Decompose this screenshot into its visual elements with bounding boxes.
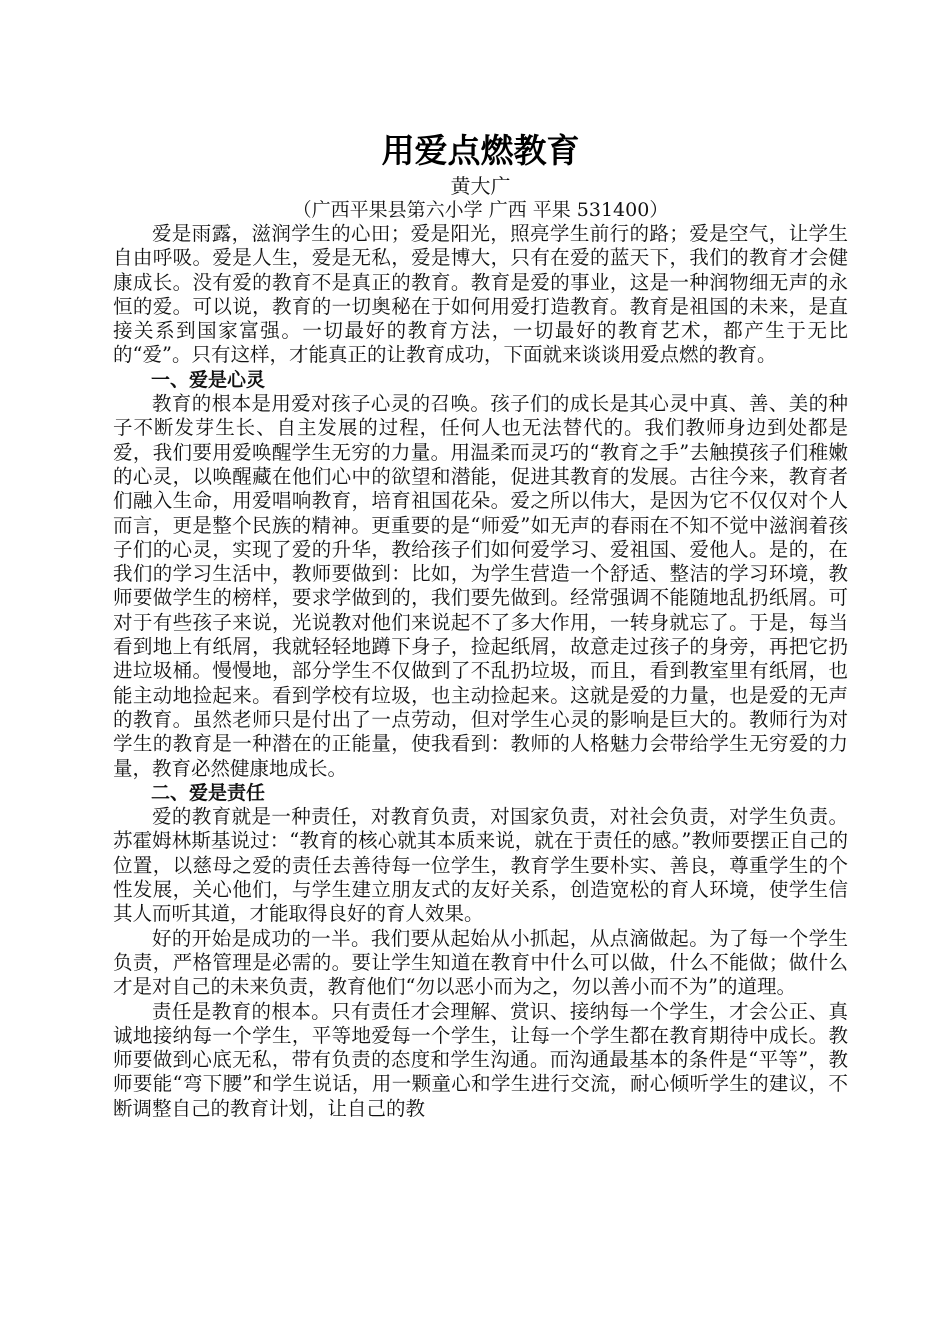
- intro-paragraph: 爱是雨露，滋润学生的心田；爱是阳光，照亮学生前行的路；爱是空气，让学生自由呼吸。爱是人生，爱是无私，爱是博大，只有在爱的蓝天下，我们的教育才会健康成长。没有爱的教育不是真正的教育。教育是爱的事业，这是一种润物细无声的永恒的爱。可以说，教育的一切奥秘在于如何用爱打造教育。教育是祖国的未来，是直接关系到国家富强。一切最好的教育方法，一切最好的教育艺术，都产生于无比的“爱”。只有这样，才能真正的让教育成功，下面就来谈谈用爱点燃的教育。: [113, 222, 848, 367]
- section2-paragraph-1: 爱的教育就是一种责任，对教育负责，对国家负责，对社会负责，对学生负责。苏霍姆林斯基说过：“教育的核心就其本质来说，就在于责任的感。”教师要摆正自己的位置，以慈母之爱的责任去善待每一位学生，教育学生要朴实、善良，尊重学生的个性发展，关心他们，与学生建立朋友式的友好关系，创造宽松的育人环境，使学生信其人而听其道，才能取得良好的育人效果。: [113, 805, 848, 926]
- document-page: [113, 128, 848, 1121]
- author-name: 黄大广: [450, 174, 511, 198]
- author-affiliation: （广西平果县第六小学 广西 平果 531400）: [292, 199, 669, 221]
- document-title: 用爱点燃教育: [381, 131, 580, 170]
- section1-paragraph-1: 教育的根本是用爱对孩子心灵的召唤。孩子们的成长是其心灵中真、善、美的种子不断发芽生长、自主发展的过程，任何人也无法替代的。我们教师身边到处都是爱，我们要用爱唤醒学生无穷的力量。用温柔而灵巧的“教育之手”去触摸孩子们稚嫩的心灵，以唤醒藏在他们心中的欲望和潜能，促进其教育的发展。古往今来，教育者们融入生命，用爱唱响教育，培育祖国花朵。爱之所以伟大，是因为它不仅仅对个人而言，更是整个民族的精神。更重要的是“师爱”如无声的春雨在不知不觉中滋润着孩子们的心灵，实现了爱的升华，教给孩子们如何爱学习、爱祖国、爱他人。是的，在我们的学习生活中，教师要做到：比如，为学生营造一个舒适、整洁的学习环境，教师要做学生的榜样，要求学做到的，我们要先做到。经常强调不能随地乱扔纸屑。可对于有些孩子来说，光说教对他们来说起不了多大作用，一转身就忘了。于是，每当看到地上有纸屑，我就轻轻地蹲下身子，捡起纸屑，故意走过孩子的身旁，再把它扔进垃圾桶。慢慢地，部分学生不仅做到了不乱扔垃圾，而且，看到教室里有纸屑，也能主动地捡起来。看到学校有垃圾，也主动捡起来。这就是爱的力量，也是爱的无声的教育。虽然老师只是付出了一点劳动，但对学生心灵的影响是巨大的。教师行为对学生的教育是一种潜在的正能量，使我看到：教师的人格魅力会带给学生无穷爱的力量，教育必然健康地成长。: [113, 392, 848, 780]
- section2-paragraph-3: 责任是教育的根本。只有责任才会理解、赏识、接纳每一个学生，才会公正、真诚地接纳每一个学生，平等地爱每一个学生，让每一个学生都在教育期待中成长。教师要做到心底无私，带有负责的态度和学生沟通。而沟通最基本的条件是“平等”，教师要能“弯下腰”和学生说话，用一颗童心和学生进行交流，耐心倾听学生的建议，不断调整自己的教育计划，让自己的教: [113, 999, 848, 1120]
- section2-paragraph-2: 好的开始是成功的一半。我们要从起始从小抓起，从点滴做起。为了每一个学生负责，严格管理是必需的。要让学生知道在教育中什么可以做，什么不能做；做什么才是对自己的未来负责，教育他们“勿以恶小而为之，勿以善小而不为”的道理。: [113, 926, 848, 999]
- section-heading-1: 一、爱是心灵: [151, 368, 266, 391]
- section-heading-2: 二、爱是责任: [151, 781, 266, 804]
